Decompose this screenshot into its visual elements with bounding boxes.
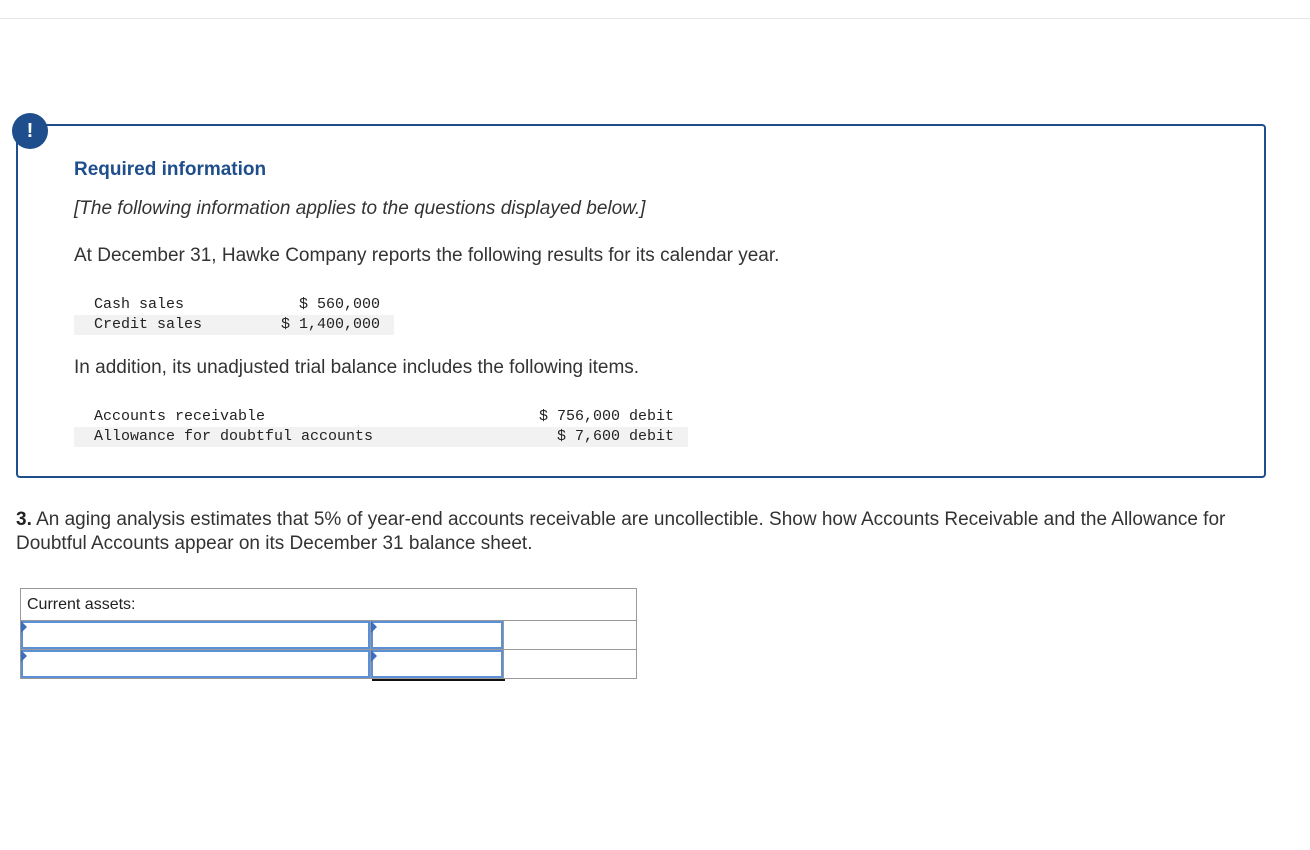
sales-value: $ 560,000 (298, 296, 380, 313)
question-text (16, 508, 1256, 556)
alert-icon: ! (12, 113, 48, 149)
trial-row (74, 427, 688, 447)
balance-sheet-answer-table (20, 588, 637, 679)
trial-balance-intro: In addition, its unadjusted trial balance includes the following items. (74, 357, 640, 378)
amount-cell (371, 650, 504, 679)
sales-label: Credit sales (94, 316, 203, 333)
sales-row (74, 295, 394, 315)
question-number: 3. (16, 509, 32, 530)
sales-row (74, 315, 394, 335)
trial-value: $ 7,600 debit (556, 428, 674, 445)
current-assets-header: Current assets: (21, 589, 637, 621)
amount-input[interactable] (371, 650, 503, 678)
account-label-input[interactable] (21, 650, 370, 678)
subtotal-underline (372, 679, 505, 681)
total-cell (504, 621, 637, 650)
trial-label: Allowance for doubtful accounts (94, 428, 374, 445)
sales-value: $ 1,400,000 (280, 316, 380, 333)
intro-text: At December 31, Hawke Company reports the following results for its calendar year. (74, 245, 780, 266)
total-cell (504, 650, 637, 679)
amount-cell (371, 621, 504, 650)
input-marker-icon (21, 621, 27, 633)
account-label-input[interactable] (21, 621, 370, 649)
input-marker-icon (21, 650, 27, 662)
trial-value: $ 756,000 debit (538, 408, 674, 425)
trial-row (74, 407, 688, 427)
trial-balance-table (74, 407, 688, 447)
sales-label: Cash sales (94, 296, 185, 313)
answer-row (21, 621, 637, 650)
question-body: An aging analysis estimates that 5% of year-end accounts receivable are uncollectible. Show how Accounts Receivable and the Allowance for Doubtful Accounts appear on its December 31 balance sheet. (16, 509, 1226, 554)
table-header-row (21, 589, 637, 621)
input-marker-icon (371, 650, 377, 662)
top-divider (0, 18, 1310, 19)
amount-input[interactable] (371, 621, 503, 649)
label-cell (21, 650, 371, 679)
trial-label: Accounts receivable (94, 408, 266, 425)
sales-table (74, 295, 394, 335)
label-cell (21, 621, 371, 650)
required-information-title: Required information (74, 159, 267, 180)
input-marker-icon (371, 621, 377, 633)
required-information-subtitle: [The following information applies to the questions displayed below.] (74, 198, 646, 219)
answer-row (21, 650, 637, 679)
